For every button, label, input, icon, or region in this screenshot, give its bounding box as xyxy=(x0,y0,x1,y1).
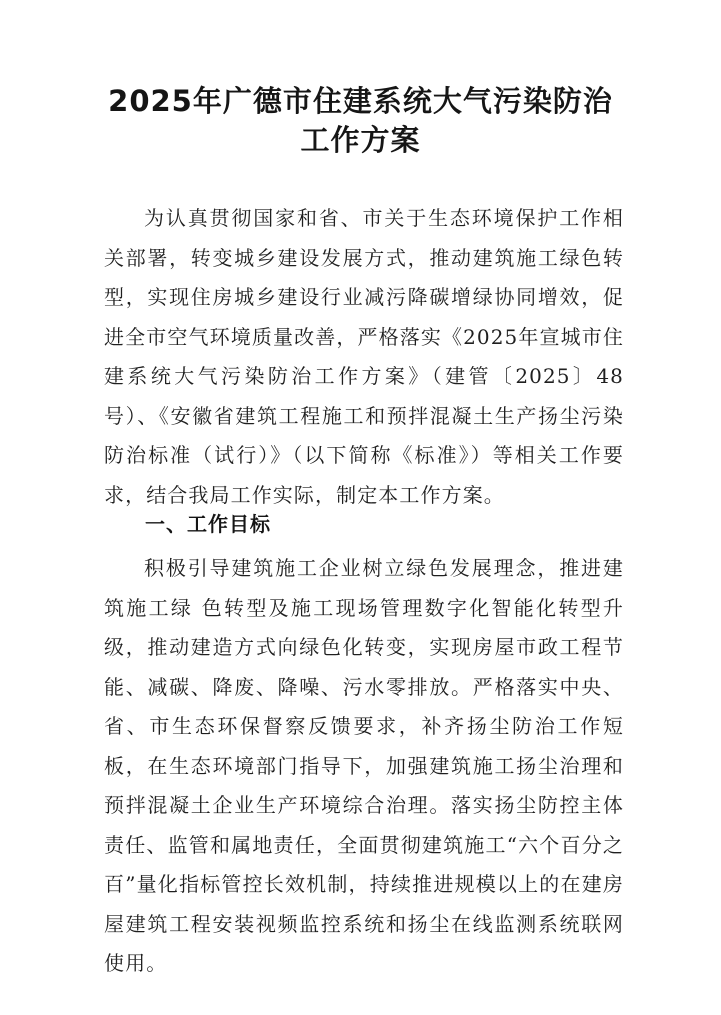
section-heading-work-goals: 一、工作目标 xyxy=(145,512,271,536)
intro-paragraph: 为认真贯彻国家和省、市关于生态环境保护工作相关部署，转变城乡建设发展方式，推动建筑施工绿色转型，实现住房城乡建设行业减污降碳增绿协同增效，促进全市空气环境质量改善，严格落实《2025年宣城市住建系统大气污染防治工作方案》（建管〔2025〕48号）、《安徽省建筑工程施工和预拌混凝土生产扬尘污染防治标准（试行）》（以下简称《标准》）等相关工作要求，结合我局工作实际，制定本工作方案。 xyxy=(104,206,624,507)
document-title-line-2: 工作方案 xyxy=(300,123,421,157)
document-title-line-1: 2025年广德市住建系统大气污染防治 xyxy=(108,84,613,118)
work-goals-paragraph: 积极引导建筑施工企业树立绿色发展理念，推进建筑施工绿 色转型及施工现场管理数字化智能化转型升级，推动建造方式向绿色化转变，实现房屋市政工程节能、减碳、降废、降噪、污水零排放。严格落实中央、省、市生态环保督察反馈要求，补齐扬尘防治工作短板，在生态环境部门指导下，加强建筑施工扬尘治理和预拌混凝土企业生产环境综合治理。落实扬尘防控主体责任、监管和属地责任，全面贯彻建筑施工“六个百分之百”量化指标管控长效机制，持续推进规模以上的在建房屋建筑工程安装视频监控系统和扬尘在线监测系统联网使用。 xyxy=(104,556,624,975)
